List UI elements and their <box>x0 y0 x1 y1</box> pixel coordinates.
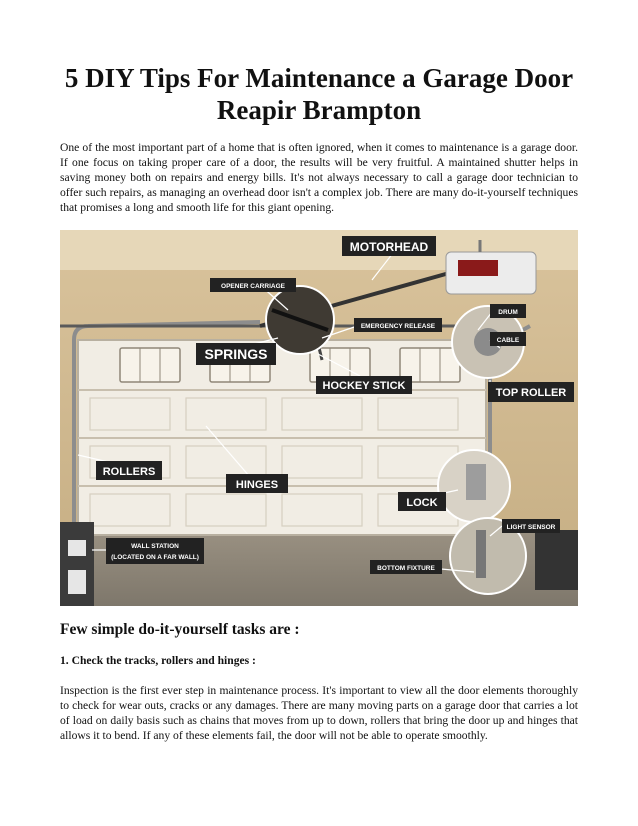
svg-text:CABLE: CABLE <box>496 337 520 344</box>
page-title: 5 DIY Tips For Maintenance a Garage Door Reapir Brampton <box>64 63 574 125</box>
svg-text:DRUM: DRUM <box>498 309 518 316</box>
svg-text:BOTTOM FIXTURE: BOTTOM FIXTURE <box>377 565 435 572</box>
tip-1-body: Inspection is the first ever step in maintenance process. It's important to view all the door elements thoroughly to check for wear outs, cracks or any damages. There are many moving parts on a garage door that carries a lot of load on daily basis such as chains that moves from up to down, rollers that bring the door up and hinges that allows it to bend. If any of these elements fail, the door will not be able to operate smoothly. <box>60 684 578 742</box>
label-wall-station <box>106 538 204 564</box>
svg-text:LIGHT SENSOR: LIGHT SENSOR <box>506 524 556 531</box>
garage-door-diagram <box>60 230 578 606</box>
svg-text:HOCKEY STICK: HOCKEY STICK <box>322 380 406 392</box>
label-hinges <box>226 474 288 493</box>
label-emergency-release <box>354 318 442 332</box>
label-bottom-fixture <box>370 560 442 574</box>
label-lock <box>398 492 446 511</box>
label-hockey-stick <box>316 376 412 394</box>
svg-text:ROLLERS: ROLLERS <box>102 466 156 478</box>
svg-text:EMERGENCY RELEASE: EMERGENCY RELEASE <box>360 323 436 330</box>
svg-text:(LOCATED ON A FAR WALL): (LOCATED ON A FAR WALL) <box>111 554 199 561</box>
svg-text:LOCK: LOCK <box>406 497 438 509</box>
label-opener-carriage <box>210 278 296 292</box>
svg-text:HINGES: HINGES <box>235 479 279 491</box>
label-springs <box>196 343 276 365</box>
svg-text:SPRINGS: SPRINGS <box>204 346 268 362</box>
svg-text:WALL STATION: WALL STATION <box>131 543 179 550</box>
svg-text:MOTORHEAD: MOTORHEAD <box>349 240 429 254</box>
intro-paragraph: One of the most important part of a home that is often ignored, when it comes to maintenance is a garage door. If one focus on taking proper care of a door, the results will be very fruitful. A maintained shutter helps in saving money both on repairs and energy bills. It's not always necessary to call a garage door technician to offer such repairs, as managing an overhead door isn't a complex job. There are many do-it-yourself techniques that promises a long and smooth life for this giant opening. <box>60 141 578 214</box>
label-motorhead <box>342 236 436 256</box>
svg-text:TOP ROLLER: TOP ROLLER <box>495 387 567 399</box>
fireplace <box>535 530 578 590</box>
label-drum <box>490 304 526 318</box>
label-top-roller <box>488 382 574 402</box>
section-heading: Few simple do-it-yourself tasks are : <box>60 621 300 638</box>
svg-text:OPENER CARRIAGE: OPENER CARRIAGE <box>221 283 285 290</box>
tip-1-heading: 1. Check the tracks, rollers and hinges : <box>60 654 256 667</box>
label-light-sensor <box>502 519 560 533</box>
label-rollers <box>96 461 162 480</box>
label-cable <box>490 332 526 346</box>
